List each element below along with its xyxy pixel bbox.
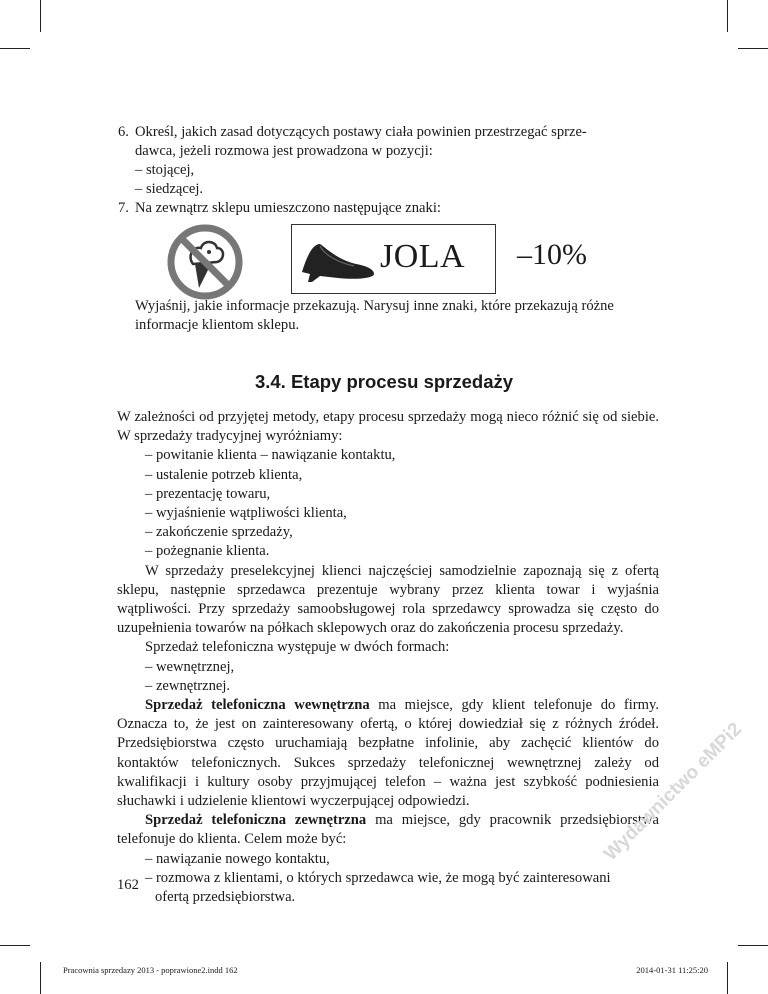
high-heel-shoe-icon <box>298 234 378 284</box>
exercise-7 <box>118 199 658 218</box>
body-text <box>117 408 659 907</box>
list-item: – pożegnanie klienta. <box>145 543 270 560</box>
crop-mark <box>738 945 768 946</box>
crop-mark <box>727 0 728 32</box>
task-line: informacje klientom sklepu. <box>135 317 300 333</box>
footer-file-info: Pracownia sprzedazy 2013 - poprawione2.indd 162 <box>63 965 238 975</box>
crop-mark <box>40 962 41 994</box>
section-title: 3.4. Etapy procesu sprzedaży <box>254 371 514 392</box>
crop-mark <box>40 0 41 32</box>
bold-term: Sprzedaż telefoniczna wewnętrzna <box>145 697 370 714</box>
exercise-text: Określ, jakich zasad dotyczących postawy ciała powinien przestrzegać sprze- <box>135 124 587 140</box>
exercise-task <box>135 297 655 335</box>
footer-timestamp: 2014-01-31 11:25:20 <box>636 965 708 975</box>
list-item: – rozmowa z klientami, o których sprzedawca wie, że mogą być zainteresowani <box>145 869 611 886</box>
paragraph: Sprzedaż telefoniczna występuje w dwóch formach: <box>145 639 450 656</box>
exercise-number: 7. <box>118 200 129 216</box>
list-item: – ustalenie potrzeb klienta, <box>145 466 303 483</box>
paragraph: W sprzedaży preselekcyjnej klienci najczęściej samodzielnie zapoznają się z ofertą sklepu, następnie sprzedawca prezentuje wybrany przez klienta towar i wyjaśnia wątpliwości. Przy sprzedaży samoobsługowej rola sprzedawcy sprowadza się często do uzupełnienia towarów na półkach sklepowych oraz do zakończenia procesu sprzedaży. <box>117 562 659 637</box>
list-item: – zakończenie sprzedaży, <box>145 524 293 541</box>
sign-jola-text: JOLA <box>380 238 466 275</box>
watermark: Wydawnictwo eMPi2 <box>600 718 746 865</box>
list-item: – prezentację towaru, <box>145 485 271 502</box>
list-item: – stojącej, <box>135 162 195 178</box>
sign-discount-text: –10% <box>517 238 587 271</box>
exercise-number: 6. <box>118 124 129 140</box>
crop-mark <box>0 48 30 49</box>
paragraph <box>117 811 659 849</box>
list-item-continuation: ofertą przedsiębiorstwa. <box>155 889 296 906</box>
crop-mark <box>0 945 30 946</box>
jola-shoe-sign <box>291 224 496 294</box>
list-item: – zewnętrznej. <box>145 677 231 694</box>
paragraph-text: ma miejsce, gdy klient telefonuje do firmy. Oznacza to, że jest on zainteresowany ofertą, o której dowiedział się z różnych źródeł. Przedsiębiorstwa często uruchamiają bezpłatne infolinie, aby zachęcić klientów do kontaktów telefonicznych. Sukces sprzedaży telefonicznej wewnętrznej zależy od kwalifikacji i kultury osoby przyjmującej telefon – ważna jest szybkość podniesienia słuchawki i udzielenie klientowi wyczerpującej odpowiedzi. <box>117 697 659 810</box>
exercise-6 <box>118 123 658 199</box>
exercise-text: Na zewnątrz sklepu umieszczono następujące znaki: <box>135 200 441 216</box>
list-item: – powitanie klienta – nawiązanie kontaktu, <box>145 447 396 464</box>
no-ice-cream-icon <box>165 222 245 302</box>
task-line: Wyjaśnij, jakie informacje przekazują. Narysuj inne znaki, które przekazują różne <box>135 298 614 314</box>
list-item: – wyjaśnienie wątpliwości klienta, <box>145 505 347 522</box>
crop-mark <box>727 962 728 994</box>
exercise-text: dawca, jeżeli rozmowa jest prowadzona w pozycji: <box>135 143 433 159</box>
bold-term: Sprzedaż telefoniczna zewnętrzna <box>145 812 367 829</box>
paragraph-text: ma miejsce, gdy pracownik przedsiębiorstwa telefonuje do klienta. Celem może być: <box>117 812 659 848</box>
paragraph <box>117 696 659 811</box>
list-item: – siedzącej. <box>135 181 204 197</box>
paragraph: W zależności od przyjętej metody, etapy procesu sprzedaży mogą nieco różnić się od siebie. W sprzedaży tradycyjnej wyróżniamy: <box>117 409 659 445</box>
list-item: – nawiązanie nowego kontaktu, <box>145 850 330 867</box>
list-item: – wewnętrznej, <box>145 658 235 675</box>
crop-mark <box>738 48 768 49</box>
page-number: 162 <box>117 877 139 893</box>
